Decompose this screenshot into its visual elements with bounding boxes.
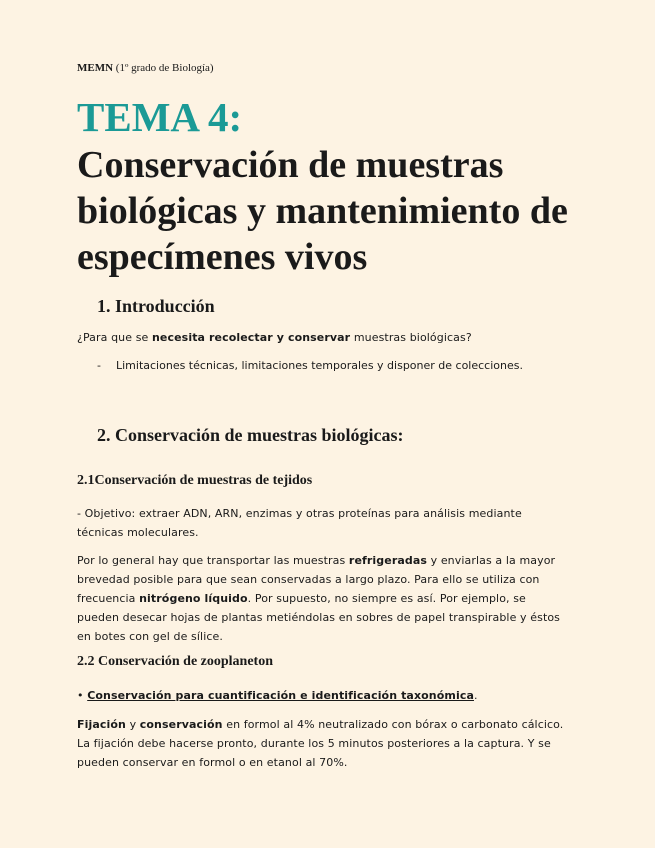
subsection-heading-zooplancton: 2.2 Conservación de zooplaneton <box>77 654 273 669</box>
course-name: (1º grado de Biología) <box>115 62 214 74</box>
subsection-heading-tejidos: 2.1Conservación de muestras de tejidos <box>77 473 313 488</box>
intro-question: ¿Para que se necesita recolectar y conservar muestras biológicas? <box>77 331 472 344</box>
intro-bullet: - Limitaciones técnicas, limitaciones temporales y disponer de colecciones. <box>97 359 523 372</box>
page-title: Conservación de muestras biológicas y mantenimiento de especímenes vivos <box>77 144 568 278</box>
course-code: MEMN <box>77 62 114 74</box>
bullet-icon: • <box>77 689 84 702</box>
fijacion-paragraph: Fijación y conservación en formol al 4% neutralizado con bórax o carbonato cálcico. La fijación debe hacerse pronto, durante los 5 minutos posteriores a la captura. Y se pueden conservar en formol o en etanol al 70%. <box>77 718 564 769</box>
course-header <box>77 62 214 74</box>
objetivo-paragraph: - Objetivo: extraer ADN, ARN, enzimas y otras proteínas para análisis mediante técnicas moleculares. <box>77 507 522 539</box>
section-heading-conservacion: 2. Conservación de muestras biológicas: <box>97 425 404 445</box>
dash-icon: - <box>97 359 101 372</box>
zooplancton-bullet: • Conservación para cuantificación e identificación taxonómica. <box>77 689 478 702</box>
section-heading-introduccion: 1. Introducción <box>97 296 215 316</box>
tejidos-paragraph: Por lo general hay que transportar las muestras refrigeradas y enviarlas a la mayor brevedad posible para que sean conservadas a largo plazo. Para ello se utiliza con frecuencia nitrógeno líquido. Por supuesto, no siempre es así. Por ejemplo, se pueden desecar hojas de plantas metiéndolas en sobres de papel transpirable y éstos en botes con gel de sílice. <box>77 554 561 643</box>
topic-number: TEMA 4: <box>77 94 243 140</box>
